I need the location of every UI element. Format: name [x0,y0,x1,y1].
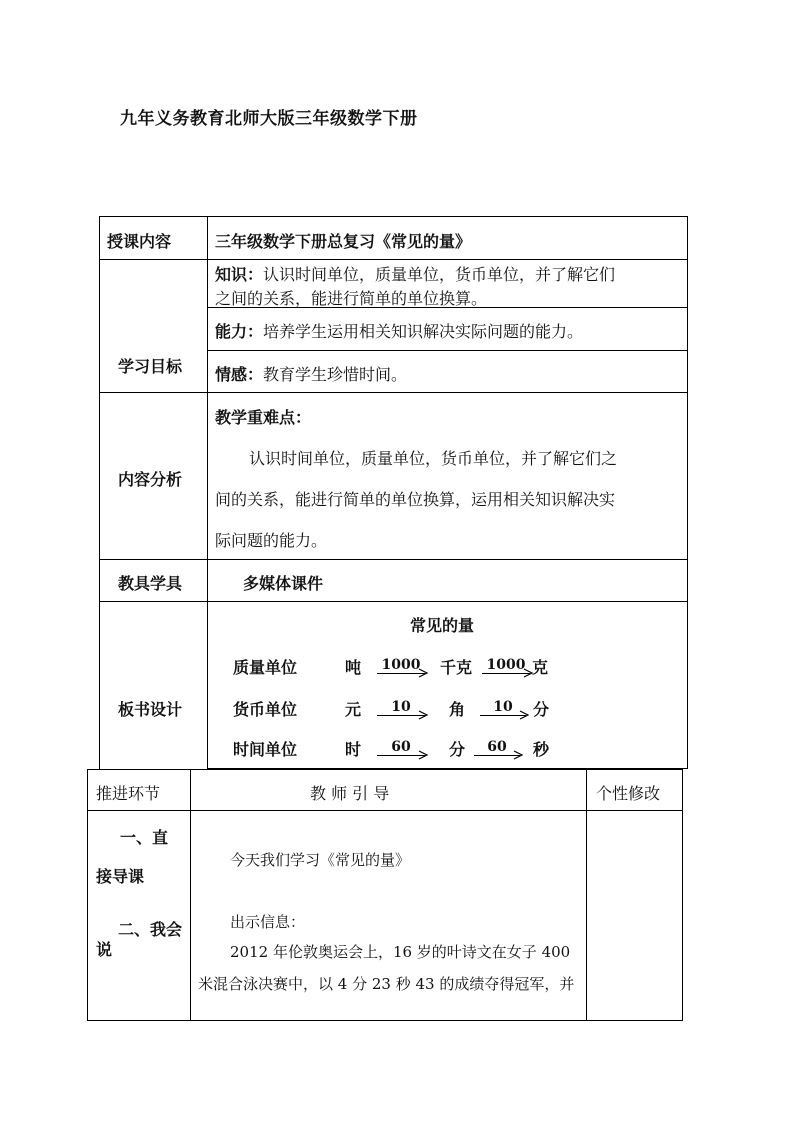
ability-key: 能力： [215,322,264,341]
document-title: 九年义务教育北师大版三年级数学下册 [120,109,418,129]
unit-row-name-currency: 货币单位 [233,700,298,719]
arrow-icon [520,711,528,719]
table-column-divider [190,769,191,1021]
table-border-left [87,769,88,1021]
header-progress-step: 推进环节 [96,784,161,803]
knowledge-text-line2: 之间的关系，能进行简单的单位换算。 [215,289,488,308]
arrow-icon [419,669,427,677]
unit-currency-1: 元 [345,700,362,719]
step2-line2: 说 [96,940,113,959]
emotion-text: 教育学生珍惜时间。 [263,365,408,384]
label-learning-goals: 学习目标 [118,357,183,376]
arrow-icon [419,751,427,759]
unit-mass-2: 千克 [440,658,473,677]
unit-row-name-time: 时间单位 [233,740,298,759]
rate-currency-2: 10 [480,699,526,716]
unit-currency-2: 角 [449,700,466,719]
analysis-line3: 际问题的能力。 [215,531,328,550]
label-blackboard-design: 板书设计 [118,700,183,719]
table-border-right [682,769,683,1021]
unit-time-2: 分 [449,740,466,759]
analysis-line2: 间的关系，能进行简单的单位换算，运用相关知识解决实 [215,490,616,509]
key-difficulty-heading: 教学重难点： [215,408,312,427]
unit-mass-3: 克 [532,658,549,677]
step2-line1: 二、我会 [118,920,183,939]
label-content-analysis: 内容分析 [118,470,183,489]
table-column-divider [586,769,587,1021]
analysis-line1: 认识时间单位，质量单位，货币单位，并了解它们之 [249,449,618,468]
teaching-content-value: 三年级数学下册总复习《常见的量》 [215,232,472,251]
ability-text: 培养学生运用相关知识解决实际问题的能力。 [263,322,584,341]
guide-line3: 2012 年伦敦奥运会上，16 岁的叶诗文在女子 400 [230,943,571,961]
rate-time-2: 60 [474,739,520,756]
unit-mass-1: 吨 [345,658,362,677]
table-border-bottom [87,1020,683,1021]
arrow-icon [419,711,427,719]
rate-mass-2: 1000 [482,657,530,674]
label-teaching-content: 授课内容 [107,232,172,251]
unit-currency-3: 分 [533,700,550,719]
knowledge-text-line1: 认识时间单位，质量单位，货币单位，并了解它们 [263,265,616,284]
knowledge-key: 知识： [215,265,264,284]
table-row-divider [87,810,683,811]
step1-line1: 一、直 [120,828,169,847]
arrow-icon [514,751,522,759]
rate-time-1: 60 [377,739,425,756]
arrow-icon [524,669,532,677]
unit-time-1: 时 [345,740,362,759]
unit-time-3: 秒 [533,740,550,759]
unit-row-name-mass: 质量单位 [233,658,298,677]
header-teacher-guide: 教 师 引 导 [310,784,390,803]
table-border-top [87,769,683,770]
header-personal-edit: 个性修改 [596,784,661,803]
guide-line4: 米混合泳决赛中，以 4 分 23 秒 43 的成绩夺得冠军，并 [198,975,575,993]
rate-currency-1: 10 [377,699,425,716]
emotion-key: 情感： [215,365,264,384]
blackboard-heading: 常见的量 [410,616,475,635]
rate-mass-1: 1000 [377,657,425,674]
label-teaching-aids: 教具学具 [118,574,183,593]
guide-line1: 今天我们学习《常见的量》 [230,851,411,869]
teaching-aids-value: 多媒体课件 [243,574,324,593]
guide-line2: 出示信息： [230,913,306,931]
step1-line2: 接导课 [96,867,145,886]
